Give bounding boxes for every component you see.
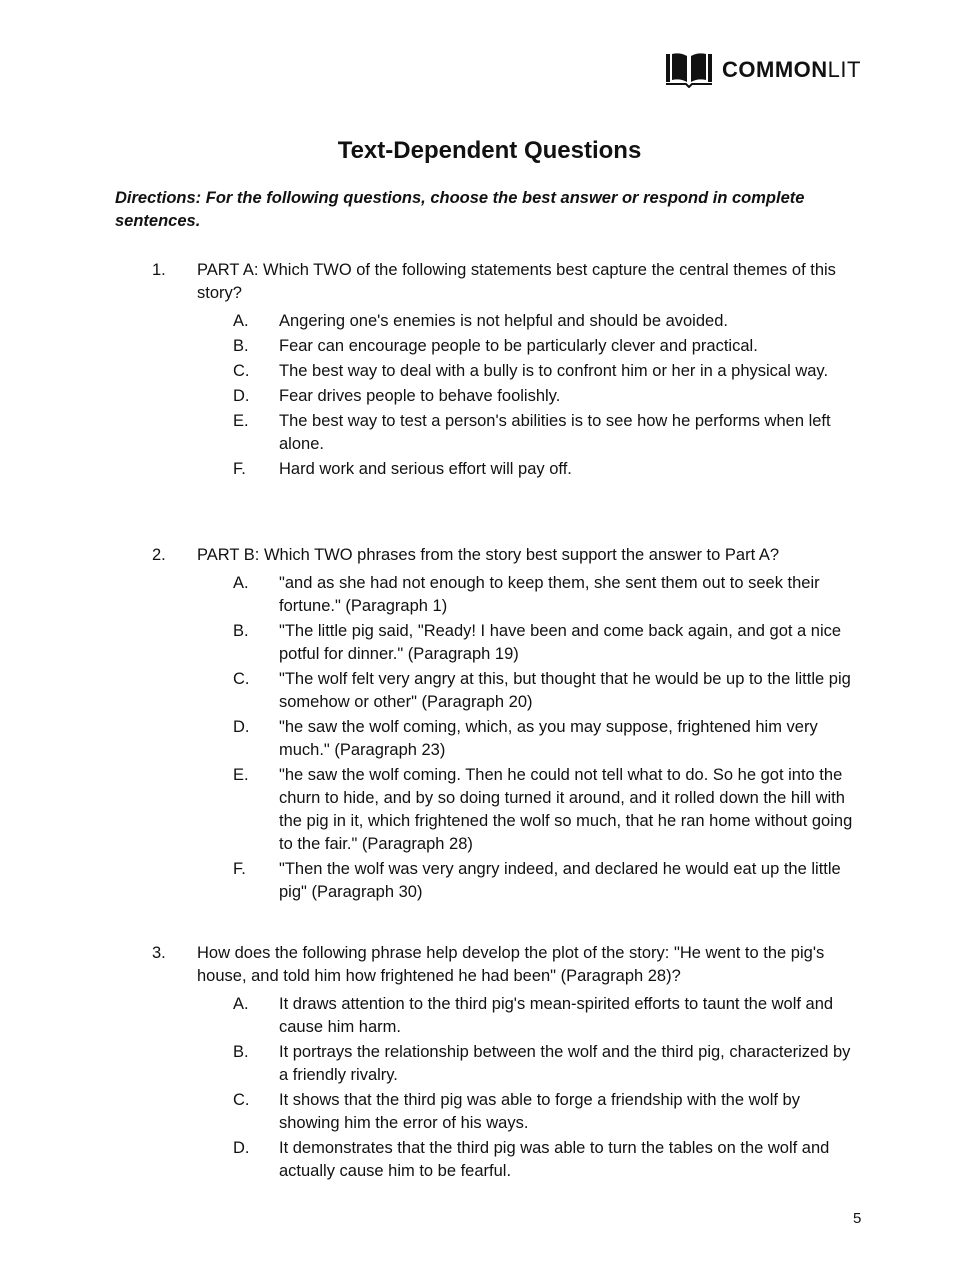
question-1 (152, 259, 864, 483)
logo-text: COMMONLIT (722, 57, 861, 82)
option-text: Hard work and serious effort will pay off. (279, 460, 572, 478)
answer-option (152, 1041, 864, 1087)
answer-option (152, 360, 864, 383)
option-text: "The wolf felt very angry at this, but thought that he would be up to the little pig somehow or other" (Paragraph 20) (279, 670, 851, 711)
answer-option (152, 668, 864, 714)
question-number: 1. (152, 261, 166, 279)
option-text: "Then the wolf was very angry indeed, and declared he would eat up the little pig" (Paragraph 30) (279, 860, 841, 901)
answer-option (152, 858, 864, 904)
answer-option (152, 993, 864, 1039)
option-letter: C. (233, 1091, 250, 1109)
option-text: Fear can encourage people to be particularly clever and practical. (279, 337, 758, 355)
answer-option (152, 385, 864, 408)
answer-option (152, 572, 864, 618)
question-2 (152, 544, 864, 906)
answer-option (152, 764, 864, 856)
question-number: 3. (152, 944, 166, 962)
option-text: "and as she had not enough to keep them, she sent them out to seek their fortune." (Paragraph 1) (279, 574, 820, 615)
answer-option (152, 1137, 864, 1183)
option-letter: B. (233, 1043, 249, 1061)
page-title: Text-Dependent Questions (337, 137, 642, 164)
option-letter: F. (233, 460, 246, 478)
option-letter: C. (233, 362, 250, 380)
answer-option (152, 410, 864, 456)
option-letter: D. (233, 718, 250, 736)
question-text: How does the following phrase help develop the plot of the story: "He went to the pig's house, and told him how frightened he had been" (Paragraph 28)? (197, 944, 825, 985)
option-text: It draws attention to the third pig's mean-spirited efforts to taunt the wolf and cause him harm. (279, 995, 834, 1036)
option-letter: E. (233, 766, 249, 784)
option-text: Angering one's enemies is not helpful and should be avoided. (279, 312, 728, 330)
commonlit-logo (666, 52, 861, 88)
option-letter: D. (233, 387, 250, 405)
answer-option (152, 1089, 864, 1135)
answer-option (152, 620, 864, 666)
option-letter: A. (233, 312, 249, 330)
question-3 (152, 942, 864, 1185)
option-letter: B. (233, 622, 249, 640)
answer-option (152, 310, 864, 333)
option-text: Fear drives people to behave foolishly. (279, 387, 561, 405)
option-text: It shows that the third pig was able to forge a friendship with the wolf by showing him the error of his ways. (279, 1091, 800, 1132)
page-number: 5 (853, 1210, 862, 1227)
option-text: "he saw the wolf coming, which, as you may suppose, frightened him very much." (Paragraph 23) (279, 718, 818, 759)
question-text: PART A: Which TWO of the following statements best capture the central themes of this story? (197, 261, 836, 302)
open-book-icon (666, 52, 712, 88)
option-letter: C. (233, 670, 250, 688)
option-text: It portrays the relationship between the wolf and the third pig, characterized by a friendly rivalry. (279, 1043, 851, 1084)
option-letter: F. (233, 860, 246, 878)
question-number: 2. (152, 546, 166, 564)
answer-option (152, 458, 864, 481)
option-letter: A. (233, 574, 249, 592)
option-text: The best way to test a person's abilities is to see how he performs when left alone. (279, 412, 831, 453)
directions: Directions: For the following questions, choose the best answer or respond in complete sentences. (115, 189, 805, 230)
option-letter: B. (233, 337, 249, 355)
option-letter: E. (233, 412, 249, 430)
option-text: "he saw the wolf coming. Then he could not tell what to do. So he got into the churn to hide, and by so doing turned it around, and it rolled down the hill with the pig in it, which frightened the wolf so much, that he ran home without going to the fair." (Paragraph 28) (279, 766, 853, 853)
option-text: The best way to deal with a bully is to confront him or her in a physical way. (279, 362, 829, 380)
answer-option (152, 716, 864, 762)
option-text: "The little pig said, "Ready! I have been and come back again, and got a nice potful for dinner." (Paragraph 19) (279, 622, 842, 663)
answer-option (152, 335, 864, 358)
option-letter: D. (233, 1139, 250, 1157)
option-text: It demonstrates that the third pig was able to turn the tables on the wolf and actually cause him to be fearful. (279, 1139, 830, 1180)
question-text: PART B: Which TWO phrases from the story best support the answer to Part A? (197, 546, 780, 564)
option-letter: A. (233, 995, 249, 1013)
